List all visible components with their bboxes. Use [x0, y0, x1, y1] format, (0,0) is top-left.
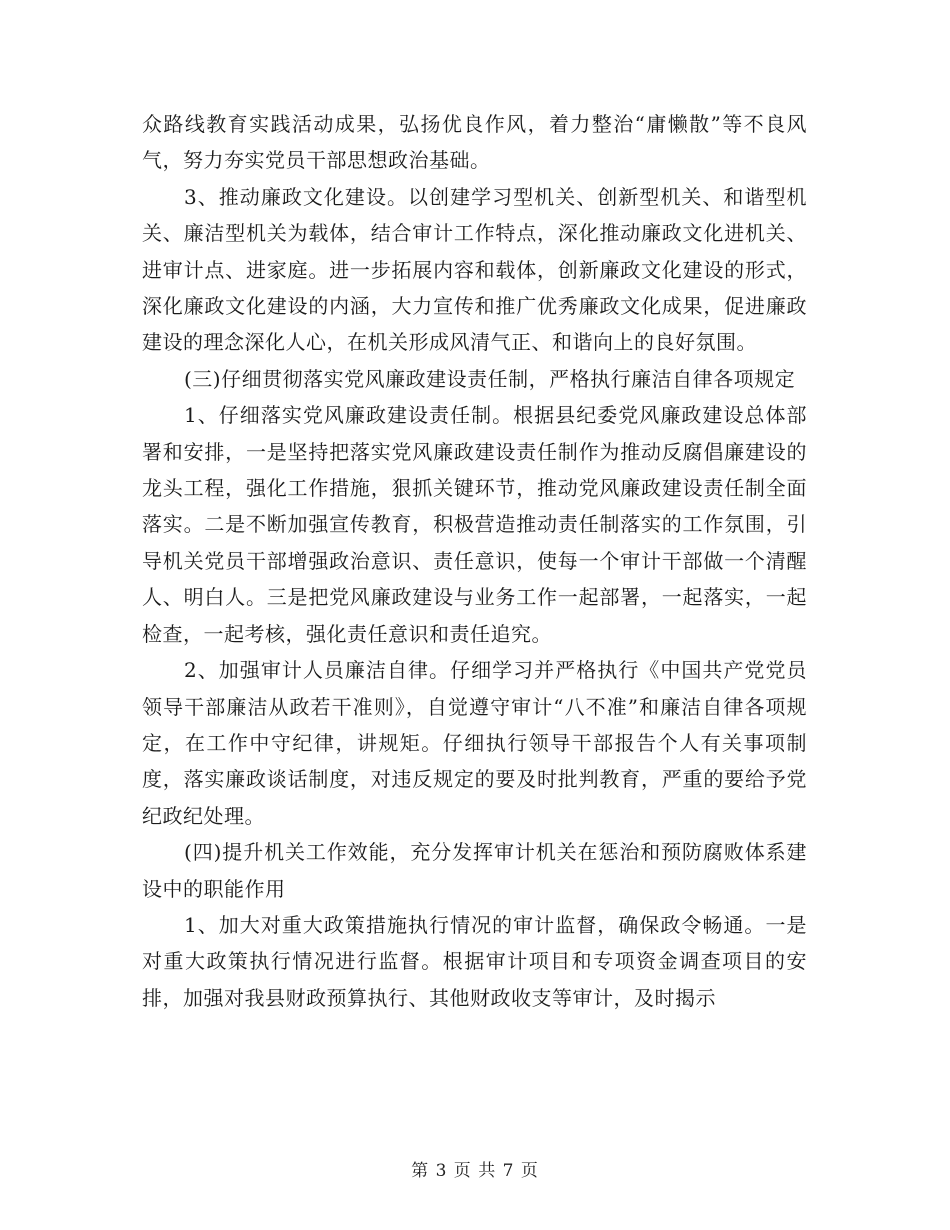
paragraph: 3、推动廉政文化建设。以创建学习型机关、创新型机关、和谐型机关、廉洁型机关为载体，结合审计工作特点，深化推动廉政文化进机关、进审计点、进家庭。进一步拓展内容和载体，创新廉政文化建设的形式，深化廉政文化建设的内涵，大力宣传和推广优秀廉政文化成果，促进廉政建设的理念深化人心，在机关形成风清气正、和谐向上的良好氛围。	[142, 184, 807, 355]
paragraph: 2、加强审计人员廉洁自律。仔细学习并严格执行《中国共产党党员领导干部廉洁从政若干准则》，自觉遵守审计“八不准”和廉洁自律各项规定，在工作中守纪律，讲规矩。仔细执行领导干部报告个人有关事项制度，落实廉政谈话制度，对违反规定的要及时批判教育，严重的要给予党纪政纪处理。	[142, 658, 807, 828]
paragraph: 1、仔细落实党风廉政建设责任制。根据县纪委党风廉政建设总体部署和安排，一是坚持把落实党风廉政建设责任制作为推动反腐倡廉建设的龙头工程，强化工作措施，狠抓关键环节，推动党风廉政建设责任制全面落实。二是不断加强宣传教育，积极营造推动责任制落实的工作氛围，引导机关党员干部增强政治意识、责任意识，使每一个审计干部做一个清醒人、明白人。三是把党风廉政建设与业务工作一起部署，一起落实，一起检查，一起考核，强化责任意识和责任追究。	[142, 403, 807, 646]
document-body	[142, 106, 807, 1016]
section-heading: (三)仔细贯彻落实党风廉政建设责任制，严格执行廉洁自律各项规定	[184, 366, 796, 391]
page-number: 第 3 页 共 7 页	[411, 1161, 539, 1181]
paragraph: 1、加大对重大政策措施执行情况的审计监督，确保政令畅通。一是对重大政策执行情况进行监督。根据审计项目和专项资金调查项目的安排，加强对我县财政预算执行、其他财政收支等审计，及时揭示	[142, 912, 807, 1010]
paragraph: 众路线教育实践活动成果，弘扬优良作风，着力整治“庸懒散”等不良风气，努力夯实党员干部思想政治基础。	[142, 112, 807, 173]
section-heading: (四)提升机关工作效能，充分发挥审计机关在惩治和预防腐败体系建设中的职能作用	[142, 840, 807, 901]
